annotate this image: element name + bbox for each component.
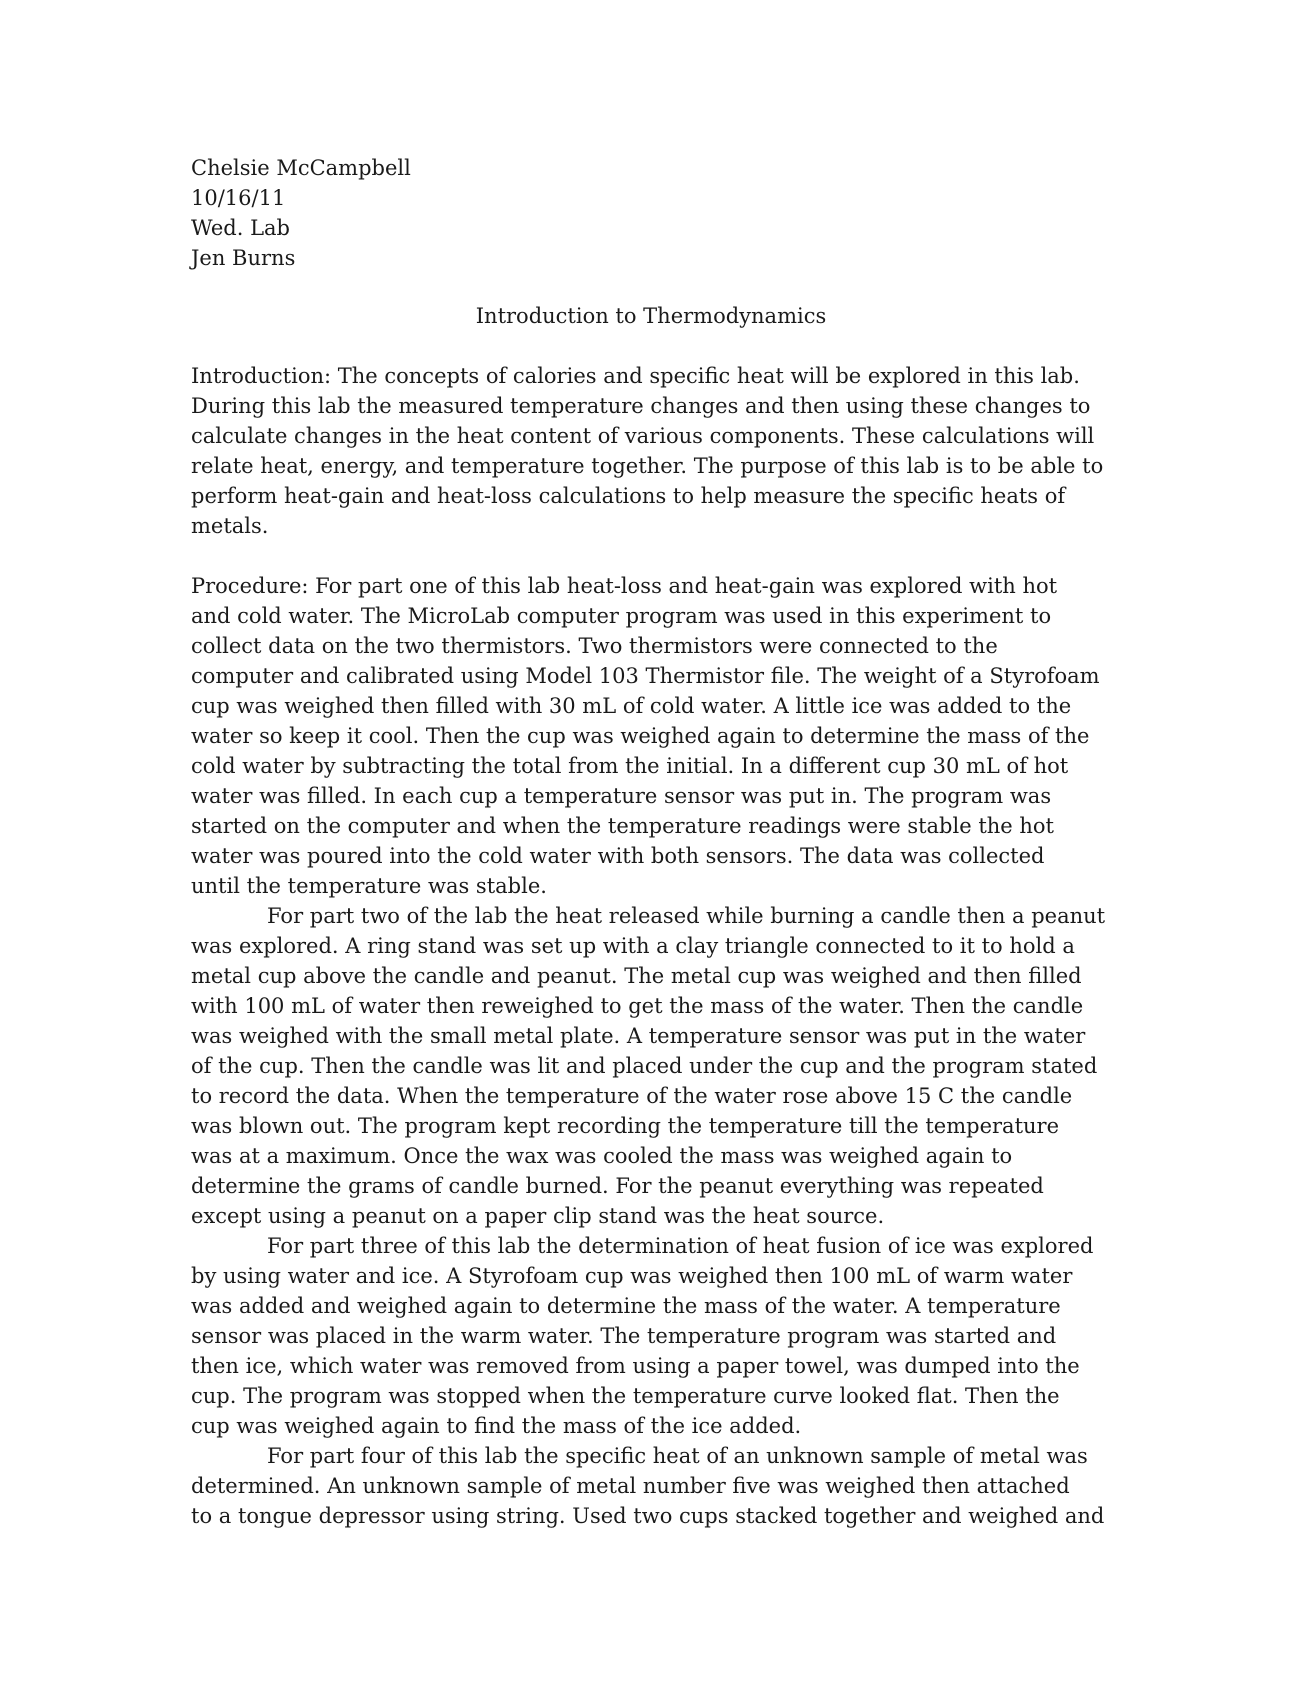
text-line: For part four of this lab the specific heat of an unknown sample of metal was [267, 1444, 1088, 1468]
text-line: water so keep it cool. Then the cup was weighed again to determine the mass of the [191, 724, 1090, 748]
header-block [191, 153, 1111, 273]
text-line: sensor was placed in the warm water. The temperature program was started and [191, 1324, 1057, 1348]
text-line: perform heat-gain and heat-loss calculations to help measure the specific heats of [191, 484, 1066, 508]
text-line: water was poured into the cold water with both sensors. The data was collected [191, 844, 1045, 868]
text-line: cold water by subtracting the total from the initial. In a different cup 30 mL of hot [191, 754, 1069, 778]
text-line: was blown out. The program kept recording the temperature till the temperature [191, 1114, 1060, 1138]
lab-section: Wed. Lab [191, 216, 291, 240]
text-line: to record the data. When the temperature of the water rose above 15 C the candle [191, 1084, 1073, 1108]
procedure-part3-paragraph [191, 1231, 1111, 1441]
text-line: Procedure: For part one of this lab heat-loss and heat-gain was explored with hot [191, 574, 1058, 598]
text-line: metal cup above the candle and peanut. The metal cup was weighed and then filled [191, 964, 1082, 988]
text-line: cup was weighed then filled with 30 mL of cold water. A little ice was added to the [191, 694, 1072, 718]
text-line: During this lab the measured temperature changes and then using these changes to [191, 394, 1091, 418]
text-line: with 100 mL of water then reweighed to get the mass of the water. Then the candle [191, 994, 1084, 1018]
text-line: determined. An unknown sample of metal number five was weighed then attached [191, 1474, 1070, 1498]
text-line: relate heat, energy, and temperature together. The purpose of this lab is to be able to [191, 454, 1104, 478]
text-line: except using a peanut on a paper clip stand was the heat source. [191, 1204, 885, 1228]
text-line: water was filled. In each cup a temperature sensor was put in. The program was [191, 784, 1052, 808]
report-date: 10/16/11 [191, 186, 286, 210]
text-line: was weighed with the small metal plate. A temperature sensor was put in the water [191, 1024, 1086, 1048]
text-line: by using water and ice. A Styrofoam cup was weighed then 100 mL of warm water [191, 1264, 1073, 1288]
procedure-part1-paragraph [191, 571, 1111, 901]
text-line: was at a maximum. Once the wax was cooled the mass was weighed again to [191, 1144, 1013, 1168]
text-line: until the temperature was stable. [191, 874, 547, 898]
text-line: determine the grams of candle burned. For the peanut everything was repeated [191, 1174, 1044, 1198]
text-line: Introduction: The concepts of calories and specific heat will be explored in this lab. [191, 364, 1080, 388]
paragraph-gap [191, 541, 1111, 571]
text-line: of the cup. Then the candle was lit and placed under the cup and the program stated [191, 1054, 1098, 1078]
text-line: started on the computer and when the temperature readings were stable the hot [191, 814, 1054, 838]
text-line: metals. [191, 514, 269, 538]
text-line: calculate changes in the heat content of various components. These calculations will [191, 424, 1095, 448]
procedure-part2-paragraph [191, 901, 1111, 1231]
procedure-part4-paragraph [191, 1441, 1111, 1531]
text-line: then ice, which water was removed from using a paper towel, was dumped into the [191, 1354, 1080, 1378]
introduction-paragraph [191, 361, 1111, 541]
text-line: to a tongue depressor using string. Used two cups stacked together and weighed and [191, 1504, 1105, 1528]
text-line: was added and weighed again to determine the mass of the water. A temperature [191, 1294, 1061, 1318]
lab-partner: Jen Burns [191, 246, 296, 270]
text-line: and cold water. The MicroLab computer program was used in this experiment to [191, 604, 1052, 628]
text-line: cup. The program was stopped when the temperature curve looked flat. Then the [191, 1384, 1060, 1408]
document-title: Introduction to Thermodynamics [475, 304, 827, 328]
text-line: For part three of this lab the determination of heat fusion of ice was explored [267, 1234, 1094, 1258]
text-line: computer and calibrated using Model 103 Thermistor file. The weight of a Styrofoam [191, 664, 1100, 688]
author-name: Chelsie McCampbell [191, 156, 411, 180]
document-page [191, 153, 1111, 1531]
text-line: collect data on the two thermistors. Two thermistors were connected to the [191, 634, 998, 658]
text-line: cup was weighed again to find the mass of the ice added. [191, 1414, 802, 1438]
text-line: For part two of the lab the heat released while burning a candle then a peanut [267, 904, 1106, 928]
text-line: was explored. A ring stand was set up with a clay triangle connected to it to hold a [191, 934, 1075, 958]
